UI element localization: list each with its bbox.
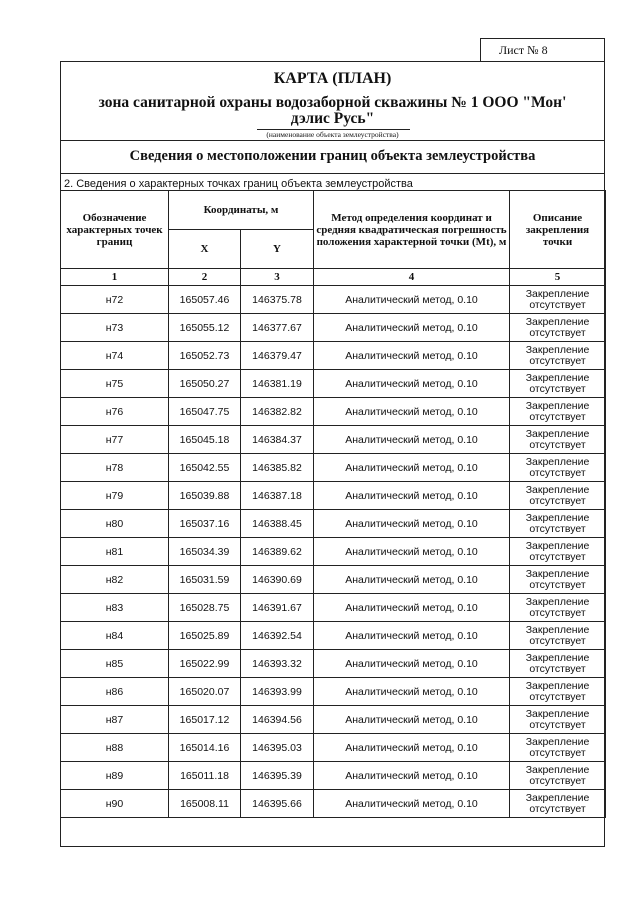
description-cell: Закрепление отсутствует [510, 426, 606, 454]
method-cell: Аналитический метод, 0.10 [314, 622, 510, 650]
x-coordinate-cell: 165025.89 [169, 622, 241, 650]
point-cell: н90 [61, 790, 169, 818]
point-cell: н73 [61, 314, 169, 342]
description-cell: Закрепление отсутствует [510, 594, 606, 622]
table-row [61, 342, 606, 370]
point-cell: н75 [61, 370, 169, 398]
method-cell: Аналитический метод, 0.10 [314, 594, 510, 622]
description-cell: Закрепление отсутствует [510, 286, 606, 314]
table-row [61, 762, 606, 790]
point-cell: н88 [61, 734, 169, 762]
point-cell: н79 [61, 482, 169, 510]
method-cell: Аналитический метод, 0.10 [314, 678, 510, 706]
method-cell: Аналитический метод, 0.10 [314, 538, 510, 566]
divider [61, 173, 604, 174]
section-subtitle: 2. Сведения о характерных точках границ объекта землеустройства [64, 178, 413, 190]
y-coordinate-cell: 146385.82 [241, 454, 314, 482]
point-cell: н76 [61, 398, 169, 426]
table-row [61, 622, 606, 650]
x-coordinate-cell: 165014.16 [169, 734, 241, 762]
table-row [61, 706, 606, 734]
y-coordinate-cell: 146395.39 [241, 762, 314, 790]
method-cell: Аналитический метод, 0.10 [314, 370, 510, 398]
x-coordinate-cell: 165055.12 [169, 314, 241, 342]
description-cell: Закрепление отсутствует [510, 482, 606, 510]
method-cell: Аналитический метод, 0.10 [314, 286, 510, 314]
column-number: 5 [510, 269, 606, 286]
x-coordinate-cell: 165050.27 [169, 370, 241, 398]
x-coordinate-cell: 165052.73 [169, 342, 241, 370]
table-row [61, 510, 606, 538]
description-cell: Закрепление отсутствует [510, 762, 606, 790]
method-cell: Аналитический метод, 0.10 [314, 706, 510, 734]
column-number: 4 [314, 269, 510, 286]
point-cell: н87 [61, 706, 169, 734]
points-table [60, 190, 606, 818]
x-coordinate-cell: 165037.16 [169, 510, 241, 538]
x-coordinate-cell: 165022.99 [169, 650, 241, 678]
description-cell: Закрепление отсутствует [510, 706, 606, 734]
point-cell: н81 [61, 538, 169, 566]
y-coordinate-cell: 146387.18 [241, 482, 314, 510]
y-coordinate-cell: 146390.69 [241, 566, 314, 594]
method-cell: Аналитический метод, 0.10 [314, 426, 510, 454]
point-cell: н77 [61, 426, 169, 454]
description-cell: Закрепление отсутствует [510, 678, 606, 706]
table-row [61, 538, 606, 566]
header-description: Описание закрепления точки [510, 191, 606, 269]
page-title: КАРТА (ПЛАН) [273, 70, 392, 87]
y-coordinate-cell: 146393.32 [241, 650, 314, 678]
description-cell: Закрепление отсутствует [510, 398, 606, 426]
description-cell: Закрепление отсутствует [510, 622, 606, 650]
table-row [61, 370, 606, 398]
header-method: Метод определения координат и средняя квадратическая погрешность положения характерной точки (Mt), м [314, 191, 510, 269]
method-cell: Аналитический метод, 0.10 [314, 398, 510, 426]
x-coordinate-cell: 165034.39 [169, 538, 241, 566]
y-coordinate-cell: 146395.03 [241, 734, 314, 762]
table-row [61, 426, 606, 454]
y-coordinate-cell: 146395.66 [241, 790, 314, 818]
method-cell: Аналитический метод, 0.10 [314, 762, 510, 790]
x-coordinate-cell: 165017.12 [169, 706, 241, 734]
point-cell: н86 [61, 678, 169, 706]
x-coordinate-cell: 165028.75 [169, 594, 241, 622]
description-cell: Закрепление отсутствует [510, 650, 606, 678]
description-cell: Закрепление отсутствует [510, 314, 606, 342]
table-row [61, 790, 606, 818]
point-cell: н89 [61, 762, 169, 790]
section-title: Сведения о местоположении границ объекта землеустройства [129, 148, 536, 164]
y-coordinate-cell: 146392.54 [241, 622, 314, 650]
point-cell: н74 [61, 342, 169, 370]
description-cell: Закрепление отсутствует [510, 790, 606, 818]
point-cell: н78 [61, 454, 169, 482]
x-coordinate-cell: 165042.55 [169, 454, 241, 482]
y-coordinate-cell: 146381.19 [241, 370, 314, 398]
method-cell: Аналитический метод, 0.10 [314, 566, 510, 594]
table-row [61, 594, 606, 622]
table-row [61, 566, 606, 594]
y-coordinate-cell: 146382.82 [241, 398, 314, 426]
method-cell: Аналитический метод, 0.10 [314, 790, 510, 818]
object-caption: (наименование объекта землеустройства) [266, 130, 399, 139]
method-cell: Аналитический метод, 0.10 [314, 510, 510, 538]
header-x: X [169, 230, 241, 269]
y-coordinate-cell: 146379.47 [241, 342, 314, 370]
y-coordinate-cell: 146393.99 [241, 678, 314, 706]
column-number: 2 [169, 269, 241, 286]
table-row [61, 482, 606, 510]
x-coordinate-cell: 165011.18 [169, 762, 241, 790]
x-coordinate-cell: 165057.46 [169, 286, 241, 314]
method-cell: Аналитический метод, 0.10 [314, 314, 510, 342]
point-cell: н85 [61, 650, 169, 678]
column-number: 1 [61, 269, 169, 286]
description-cell: Закрепление отсутствует [510, 734, 606, 762]
description-cell: Закрепление отсутствует [510, 510, 606, 538]
description-cell: Закрепление отсутствует [510, 454, 606, 482]
x-coordinate-cell: 165020.07 [169, 678, 241, 706]
header-designation: Обозначение характерных точек границ [61, 191, 169, 269]
y-coordinate-cell: 146391.67 [241, 594, 314, 622]
table-row [61, 398, 606, 426]
y-coordinate-cell: 146389.62 [241, 538, 314, 566]
point-cell: н82 [61, 566, 169, 594]
table-row [61, 678, 606, 706]
y-coordinate-cell: 146377.67 [241, 314, 314, 342]
method-cell: Аналитический метод, 0.10 [314, 650, 510, 678]
y-coordinate-cell: 146375.78 [241, 286, 314, 314]
x-coordinate-cell: 165045.18 [169, 426, 241, 454]
point-cell: н72 [61, 286, 169, 314]
point-cell: н80 [61, 510, 169, 538]
table-row [61, 650, 606, 678]
table-row [61, 286, 606, 314]
method-cell: Аналитический метод, 0.10 [314, 482, 510, 510]
point-cell: н84 [61, 622, 169, 650]
description-cell: Закрепление отсутствует [510, 538, 606, 566]
table-row [61, 314, 606, 342]
divider [61, 140, 604, 141]
x-coordinate-cell: 165008.11 [169, 790, 241, 818]
point-cell: н83 [61, 594, 169, 622]
x-coordinate-cell: 165039.88 [169, 482, 241, 510]
header-coordinates: Координаты, м [169, 191, 314, 230]
method-cell: Аналитический метод, 0.10 [314, 454, 510, 482]
header-y: Y [241, 230, 314, 269]
document-frame [60, 61, 605, 847]
y-coordinate-cell: 146388.45 [241, 510, 314, 538]
method-cell: Аналитический метод, 0.10 [314, 734, 510, 762]
description-cell: Закрепление отсутствует [510, 342, 606, 370]
y-coordinate-cell: 146384.37 [241, 426, 314, 454]
x-coordinate-cell: 165031.59 [169, 566, 241, 594]
sheet-number: Лист № 8 [480, 38, 605, 62]
x-coordinate-cell: 165047.75 [169, 398, 241, 426]
table-row [61, 454, 606, 482]
description-cell: Закрепление отсутствует [510, 370, 606, 398]
table-row [61, 734, 606, 762]
y-coordinate-cell: 146394.56 [241, 706, 314, 734]
page-subtitle: зона санитарной охраны водозаборной скважины № 1 ООО "Мон' дэлис Русь" [98, 94, 567, 127]
method-cell: Аналитический метод, 0.10 [314, 342, 510, 370]
column-number: 3 [241, 269, 314, 286]
description-cell: Закрепление отсутствует [510, 566, 606, 594]
